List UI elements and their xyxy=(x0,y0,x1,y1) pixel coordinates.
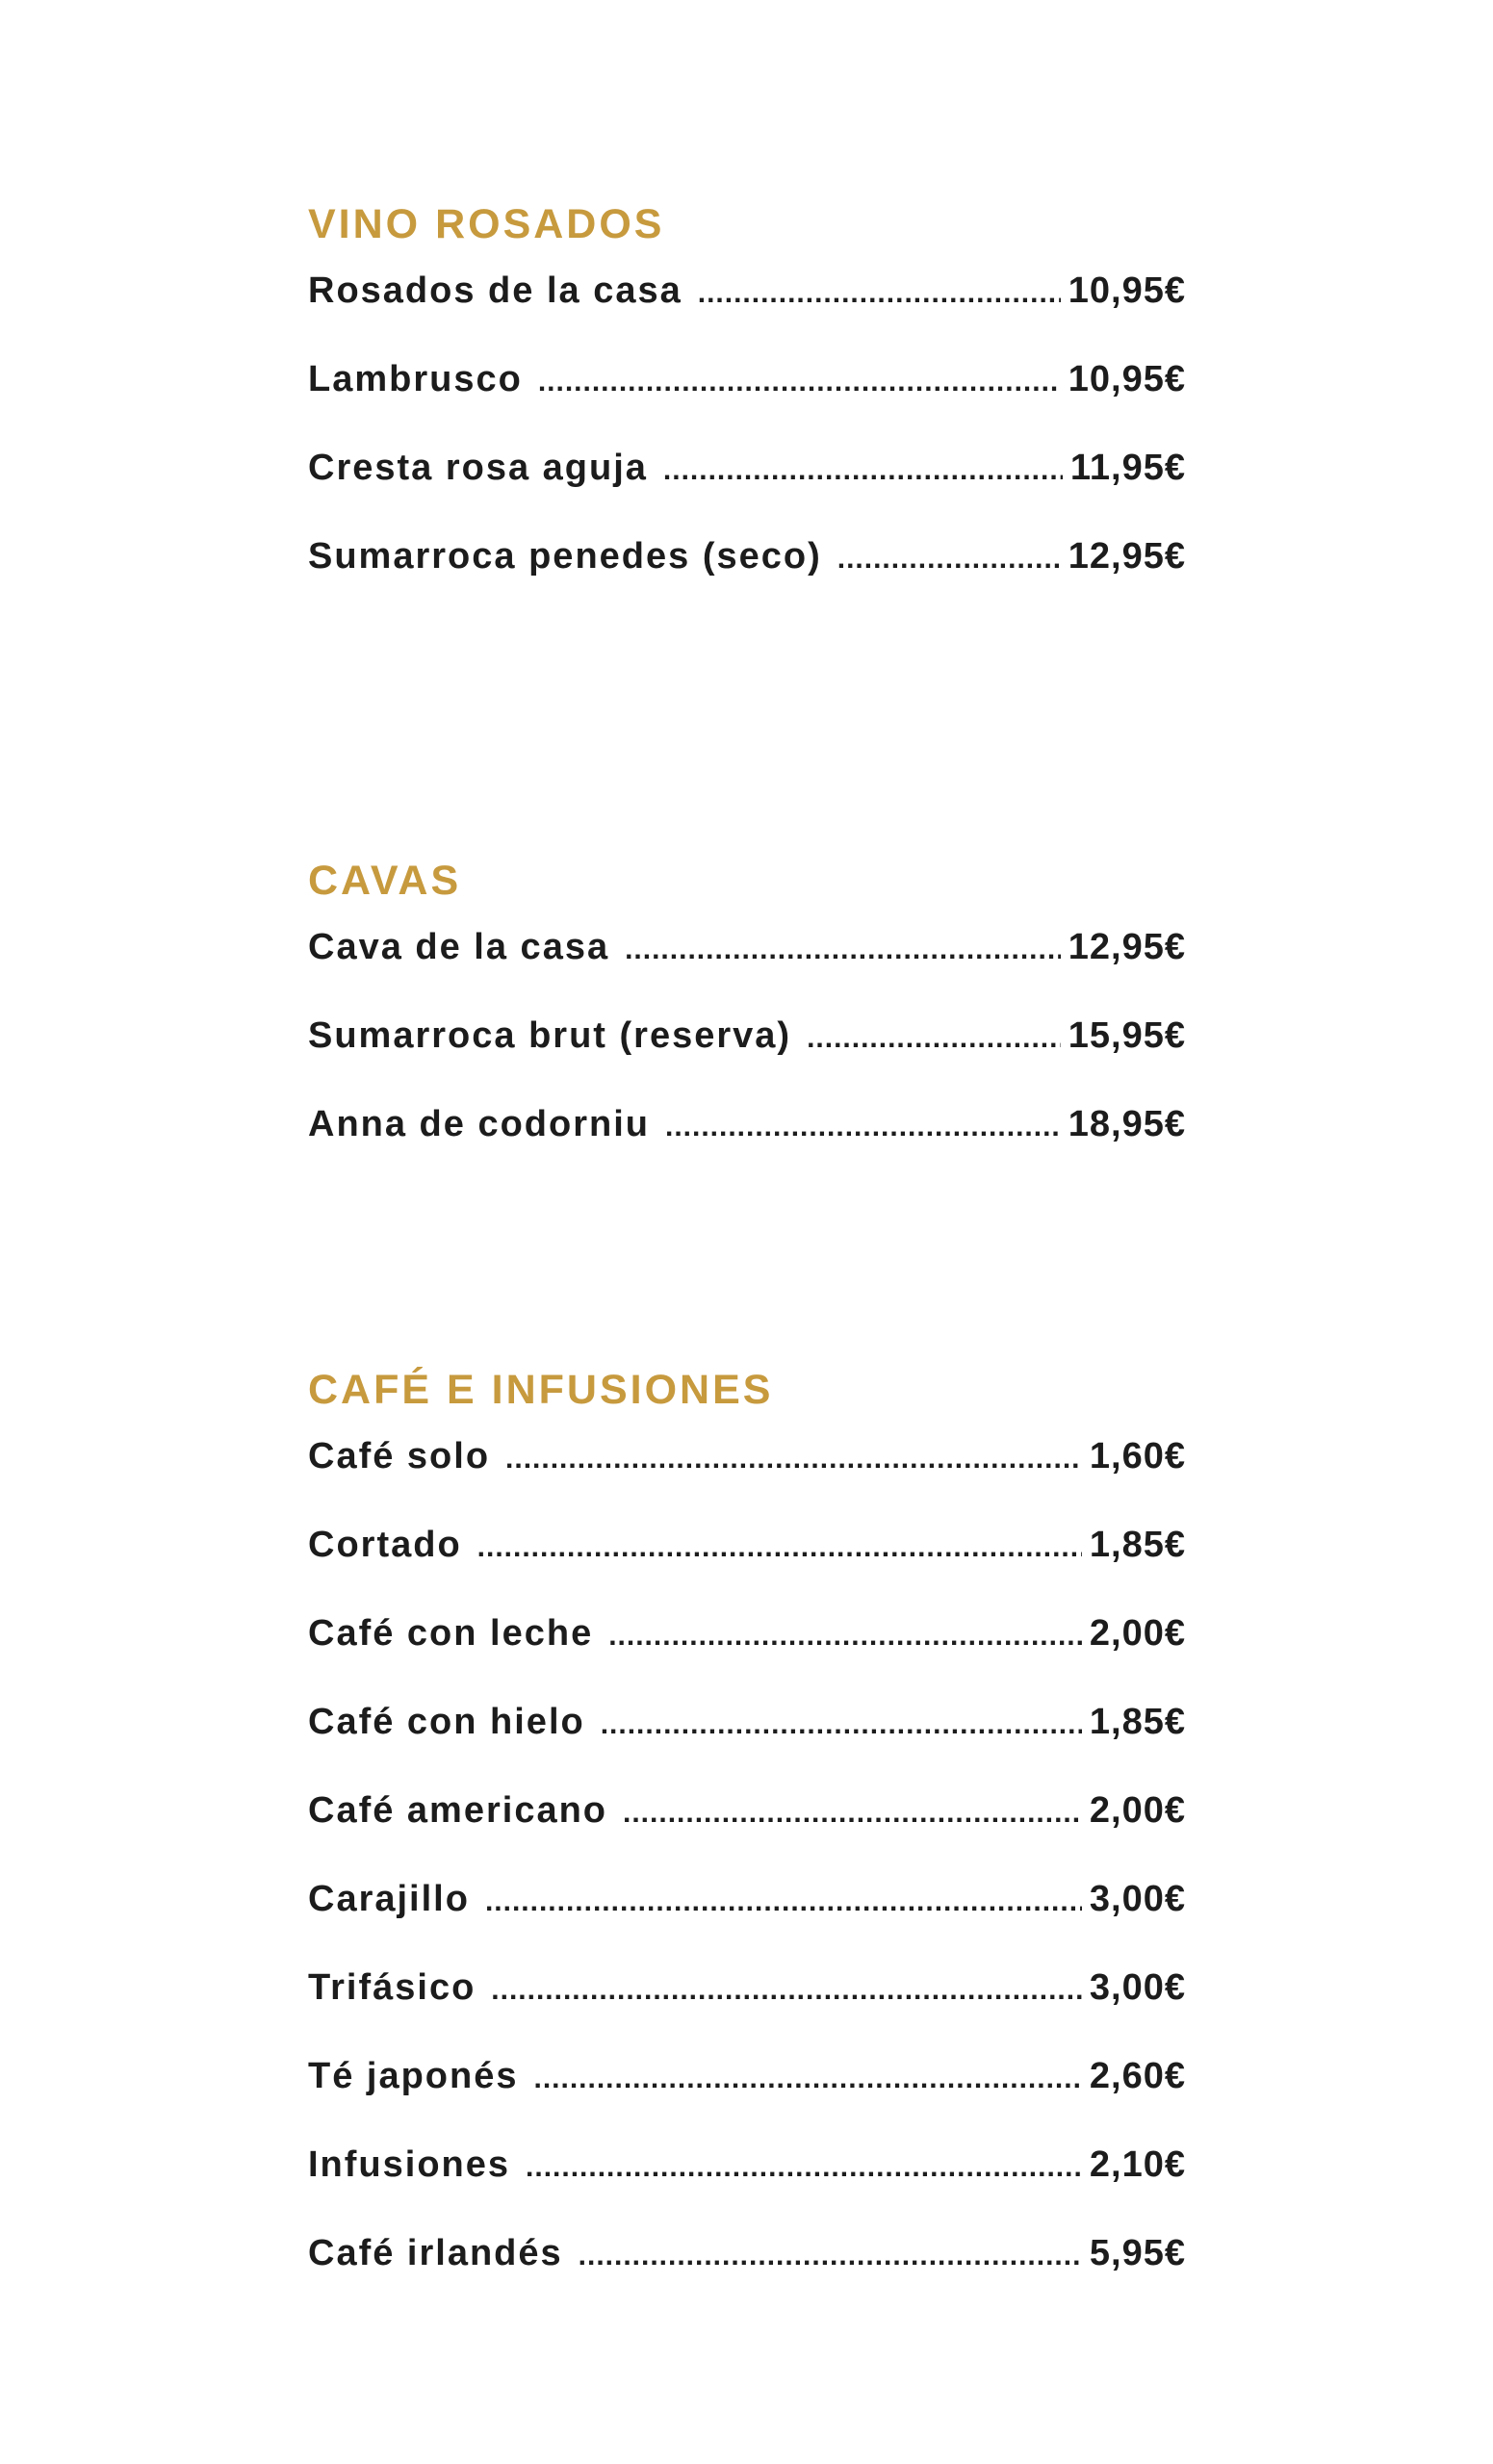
item-name: Café irlandés xyxy=(308,2233,563,2273)
menu-list xyxy=(308,926,1186,1192)
item-price: 1,85€ xyxy=(1089,1525,1186,1565)
dot-leader xyxy=(491,1969,1082,2012)
menu-list xyxy=(308,1435,1186,2321)
dot-leader xyxy=(538,361,1061,403)
menu-list xyxy=(308,270,1186,624)
menu-item xyxy=(308,1966,1186,2055)
menu-item xyxy=(308,2232,1186,2321)
item-price: 3,00€ xyxy=(1089,1967,1186,2008)
dot-leader xyxy=(665,1106,1061,1148)
item-price: 18,95€ xyxy=(1068,1104,1186,1144)
menu-item xyxy=(308,1014,1186,1103)
item-name: Té japonés xyxy=(308,2056,519,2096)
section-title: CAFÉ E INFUSIONES xyxy=(308,1367,774,1413)
menu-item xyxy=(308,535,1186,624)
item-price: 2,10€ xyxy=(1089,2144,1186,2185)
item-name: Carajillo xyxy=(308,1879,470,1919)
item-name: Cortado xyxy=(308,1525,462,1565)
item-name: Sumarroca brut (reserva) xyxy=(308,1015,792,1056)
section-cafe-e-infusiones xyxy=(308,1364,1186,2321)
menu-item xyxy=(308,1103,1186,1192)
dot-leader xyxy=(477,1527,1082,1569)
item-name: Rosados de la casa xyxy=(308,270,682,311)
dot-leader xyxy=(526,2146,1082,2189)
menu-item xyxy=(308,1524,1186,1612)
menu-item xyxy=(308,1878,1186,1966)
item-price: 2,00€ xyxy=(1089,1613,1186,1654)
menu-item xyxy=(308,926,1186,1014)
dot-leader xyxy=(625,929,1061,971)
section-title: CAVAS xyxy=(308,858,462,904)
item-price: 10,95€ xyxy=(1068,359,1186,399)
dot-leader xyxy=(623,1792,1082,1835)
dot-leader xyxy=(579,2235,1082,2277)
menu-item xyxy=(308,1701,1186,1789)
section-title: VINO ROSADOS xyxy=(308,201,665,247)
dot-leader xyxy=(485,1881,1082,1923)
item-name: Café con leche xyxy=(308,1613,594,1654)
item-price: 15,95€ xyxy=(1068,1015,1186,1056)
item-price: 3,00€ xyxy=(1089,1879,1186,1919)
menu-item xyxy=(308,447,1186,535)
item-name: Café con hielo xyxy=(308,1702,585,1742)
section-vino-rosados xyxy=(308,198,1186,624)
item-price: 1,85€ xyxy=(1089,1702,1186,1742)
item-name: Cava de la casa xyxy=(308,927,610,967)
item-price: 1,60€ xyxy=(1089,1436,1186,1476)
item-price: 2,60€ xyxy=(1089,2056,1186,2096)
item-price: 12,95€ xyxy=(1068,536,1186,577)
menu-item xyxy=(308,1435,1186,1524)
dot-leader xyxy=(608,1615,1082,1657)
dot-leader xyxy=(601,1704,1082,1746)
item-name: Café solo xyxy=(308,1436,491,1476)
dot-leader xyxy=(505,1438,1082,1480)
item-name: Lambrusco xyxy=(308,359,523,399)
item-name: Cresta rosa aguja xyxy=(308,448,648,488)
dot-leader xyxy=(837,538,1061,580)
menu-item xyxy=(308,2143,1186,2232)
dot-leader xyxy=(698,272,1061,315)
item-name: Café americano xyxy=(308,1790,608,1831)
item-name: Trifásico xyxy=(308,1967,476,2008)
item-price: 11,95€ xyxy=(1069,448,1186,488)
dot-leader xyxy=(663,449,1063,492)
dot-leader xyxy=(534,2058,1082,2100)
dot-leader xyxy=(807,1017,1061,1060)
item-price: 2,00€ xyxy=(1089,1790,1186,1831)
menu-item xyxy=(308,270,1186,358)
item-price: 5,95€ xyxy=(1089,2233,1186,2273)
section-cavas xyxy=(308,855,1186,1192)
item-price: 12,95€ xyxy=(1068,927,1186,967)
menu-item xyxy=(308,2055,1186,2143)
item-name: Sumarroca penedes (seco) xyxy=(308,536,822,577)
menu-item xyxy=(308,358,1186,447)
menu-item xyxy=(308,1612,1186,1701)
item-price: 10,95€ xyxy=(1068,270,1186,311)
item-name: Infusiones xyxy=(308,2144,511,2185)
item-name: Anna de codorniu xyxy=(308,1104,650,1144)
menu-item xyxy=(308,1789,1186,1878)
